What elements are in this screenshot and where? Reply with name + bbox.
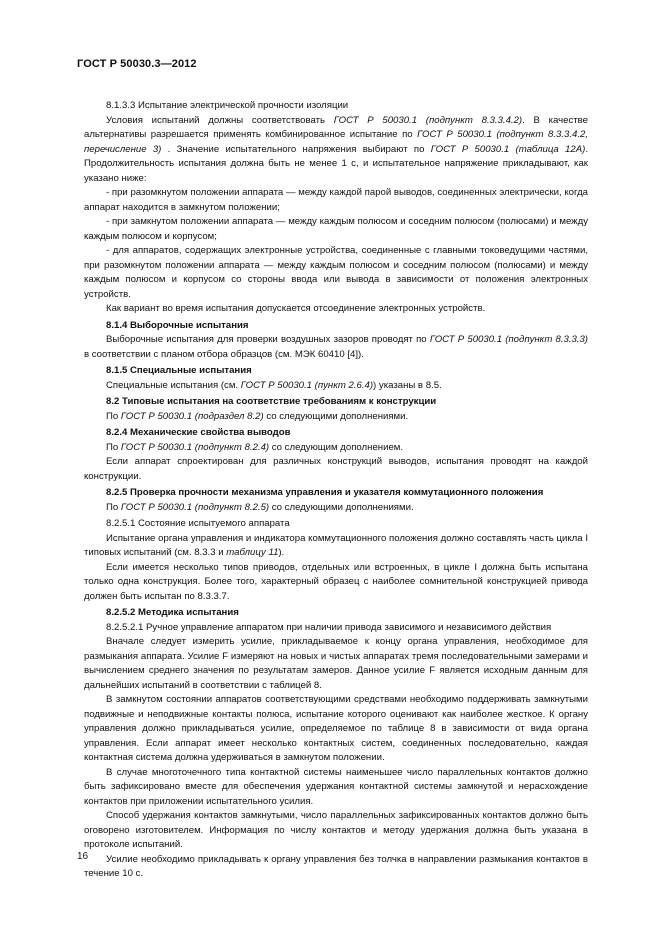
paragraph [84,635,588,693]
paragraph [84,693,588,766]
text-run: Вначале следует измерить усилие, прикладываемое к концу органа управления, необходимое для размыкания аппарата. Усилие F измеряют на новых и чистых аппаратах тремя последовательными замерами и вычислением среднего значения по результатам замеров. Данное усилие F является исходным данным для дальнейших испытаний в соответствии с таблицей 8. [84,636,588,691]
page-number: 16 [77,851,89,862]
text-run: ) указаны в 8.5. [373,379,442,391]
paragraph [84,501,588,516]
italic-reference: ГОСТ Р 50030.1 (подпункт 8.3.3.4.2, перечисление 3) [84,129,588,155]
paragraph [84,333,588,362]
paragraph [84,853,588,882]
paragraph [84,302,588,317]
italic-reference: таблицу 11 [226,547,279,558]
text-run: Как вариант во время испытания допускается отсоединение электронных устройств. [106,303,486,314]
text-run: - для аппаратов, содержащих электронные устройства, соединенные с главными токоведущими частями, при разомкнутом положении аппарата — между каждым полюсом и соседним полюсом (полюсами) и между каждым полюсом и корпусом со стороны ввода или вывода в зависимости от положения электронных устройств. [84,245,588,300]
text-run: - при замкнутом положении аппарата — между каждым полюсом и соседним полюсом (полюсами) и между каждым полюсом и корпусом; [84,216,588,242]
text-run: По [106,441,121,453]
text-run: Способ удержания контактов замкнутыми, число параллельных зафиксированных контактов должно быть оговорено изготовителем. Информация по числу контактов и методу удержания должна быть указана в протоколе испытаний. [84,810,588,850]
paragraph [84,606,588,621]
text-run: . Продолжительность испытания должна быть не менее 1 с, и испытательное напряжение прикладывают, как указано ниже: [84,143,588,184]
text-run: в соответствии с планом отбора образцов (см. МЭК 60410 [4]). [84,348,364,360]
paragraph [84,486,588,501]
text-run: В замкнутом состоянии аппаратов соответствующими средствами необходимо поддерживать замкнутыми подвижные и неподвижные контакты полюса, испытание которого оценивают как наиболее жесткое. К органу управления должно прикладываться усилие, определяемое по таблице 8 в зависимости от вида органа управления. Если аппарат имеет несколько контактных систем, соединенных последовательно, каждая контактная система должна удерживаться в замкнутом положении. [84,694,588,763]
document-body [84,99,588,882]
text-run: со следующими дополнениями. [269,501,414,513]
bold-text: 8.2.5.2 Методика испытания [106,607,239,618]
paragraph [84,532,588,561]
paragraph [84,319,588,334]
paragraph [84,455,588,484]
text-run: со следующим дополнением. [269,441,404,453]
text-run: . Значение испытательного напряжения выбирают по [161,143,431,155]
bold-text: 8.2 Типовые испытания на соответствие требованиям к конструкции [106,396,437,407]
text-run: . В качестве альтернативы разрешается применять комбинированное испытание по [84,114,588,140]
text-run: Если имеется несколько типов приводов, отдельных или встроенных, в цикле I должна быть испытана только одна конструкция. Более того, характерный образец с наиболее сомнительной конструкцией привода должен быть испытан по 8.3.3.7. [84,561,588,602]
paragraph [84,114,588,187]
text-run: ). [278,547,285,558]
text-run: Усилие необходимо прикладывать к органу управления без толчка в направлении размыкания контактов в течение 10 с. [84,853,588,879]
paragraph [84,215,588,244]
text-run: В случае многоточечного типа контактной системы наименьшее число параллельных контактов должно быть зафиксировано вместе для обеспечения удержания контактной системы замкнутой и нерасхождение контактов при приложении испытательного усилия. [84,766,588,807]
italic-reference: ГОСТ Р 50030.1 (подпункт 8.3.3.4.2) [333,114,523,126]
paragraph [84,621,588,636]
paragraph [84,410,588,425]
text-run: 8.1.3.3 [106,100,139,111]
italic-reference: ГОСТ Р 50030.1 (подпункт 8.2.4) [120,441,270,453]
italic-reference: ГОСТ Р 50030.1 (пункт 2.6.4) [240,379,374,391]
paragraph [84,186,588,215]
paragraph [84,766,588,810]
text-run: По [106,410,121,422]
text-run: Испытание органа управления и индикатора коммутационного положения должно составлять часть цикла I типовых испытаний (см. 8.3.3 и [84,532,588,558]
italic-reference: ГОСТ Р 50030.1 (таблица 12А) [430,143,586,155]
paragraph [84,99,588,114]
italic-reference: ГОСТ Р 50030.1 (подпункт 8.3.3.3) [429,334,588,345]
text-run: Специальные испытания (см. [106,379,241,391]
text-run: Испытание электрической прочности изоляции [138,100,349,111]
text-run: 8.2.5.1 Состояние испытуемого аппарата [106,518,290,529]
text-run: 8.2.5.2.1 Ручное управление аппаратом при наличии привода зависимого и независимого действия [106,621,552,633]
text-run: Условия испытаний должны соответствовать [106,114,334,126]
text-run: со следующими дополнениями. [263,410,409,422]
paragraph [84,364,588,379]
bold-text: 8.2.4 Механические свойства выводов [106,427,291,438]
paragraph [84,379,588,394]
bold-text: 8.1.5 Специальные испытания [106,365,252,376]
paragraph [84,441,588,456]
document-header: ГОСТ Р 50030.3—2012 [77,58,197,70]
paragraph [84,426,588,441]
bold-text: 8.1.4 Выборочные испытания [106,319,249,331]
paragraph [84,809,588,853]
paragraph [84,395,588,410]
paragraph [84,561,588,605]
text-run: По [106,501,121,513]
italic-reference: ГОСТ Р 50030.1 (подпункт 8.2.5) [120,501,270,513]
paragraph [84,244,588,302]
text-run: - при разомкнутом положении аппарата — между каждой парой выводов, соединенных электрически, когда аппарат находится в замкнутом положении; [84,187,588,213]
bold-text: 8.2.5 Проверка прочности механизма управления и указателя коммутационного положения [106,487,544,498]
paragraph [84,517,588,532]
text-run: Выборочные испытания для проверки воздушных зазоров проводят по [106,334,430,345]
italic-reference: ГОСТ Р 50030.1 (подраздел 8.2) [120,410,264,422]
text-run: Если аппарат спроектирован для различных конструкций выводов, испытания проводят на каждой конструкции. [84,456,588,482]
